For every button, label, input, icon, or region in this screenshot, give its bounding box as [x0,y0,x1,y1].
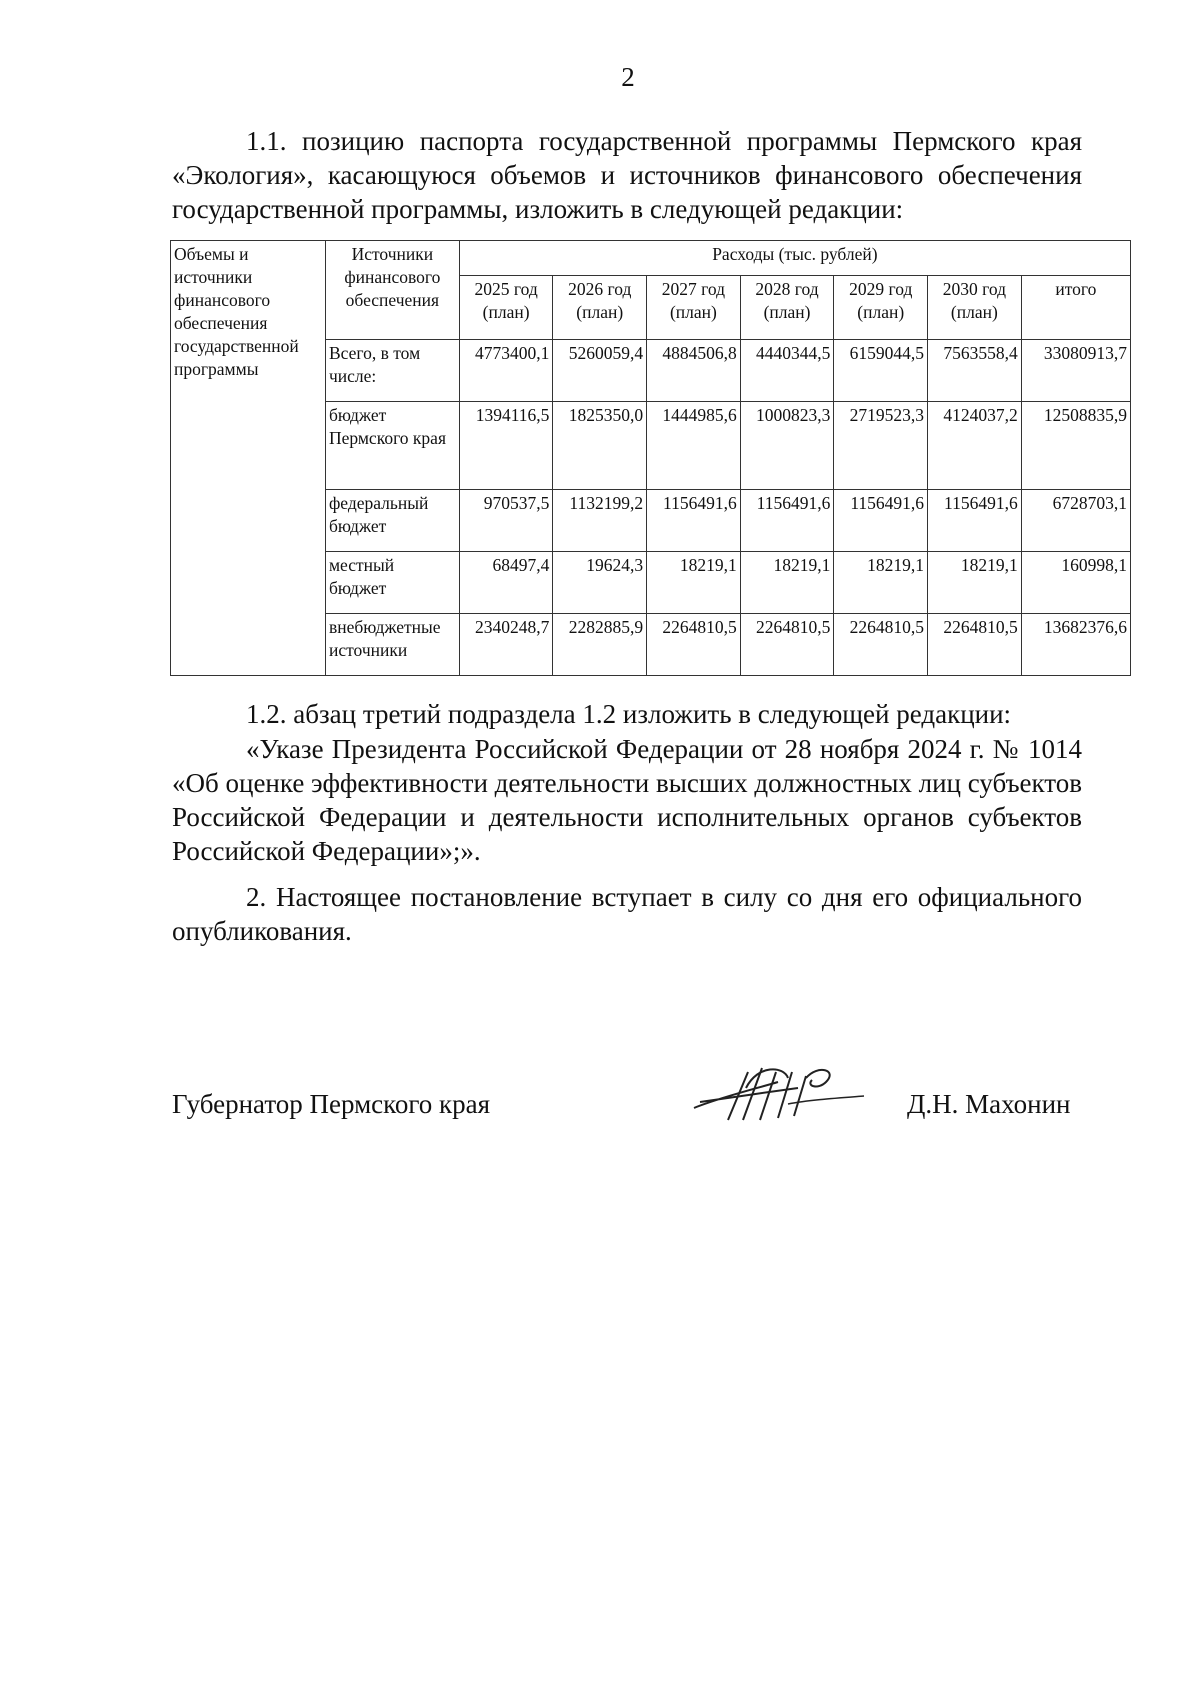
value-cell: 2264810,5 [647,614,741,676]
paragraph-1-2-quote [172,732,1082,868]
value-cell: 33080913,7 [1021,340,1130,402]
value-cell: 1132199,2 [553,490,647,552]
value-cell: 4773400,1 [459,340,553,402]
value-cell: 18219,1 [928,552,1022,614]
value-cell: 2264810,5 [834,614,928,676]
page-number: 2 [621,62,635,92]
value-cell: 970537,5 [459,490,553,552]
year-header: 2030 год (план) [928,276,1022,340]
year-header: 2029 год (план) [834,276,928,340]
value-cell: 5260059,4 [553,340,647,402]
signature-image [688,1058,868,1128]
value-cell: 1156491,6 [740,490,834,552]
value-cell: 19624,3 [553,552,647,614]
total-header: итого [1021,276,1130,340]
paragraph-1-2 [172,697,1082,731]
value-cell: 4884506,8 [647,340,741,402]
value-cell: 160998,1 [1021,552,1130,614]
value-cell: 7563558,4 [928,340,1022,402]
value-cell: 1156491,6 [647,490,741,552]
source-cell: внебюджетные источники [325,614,459,676]
value-cell: 2719523,3 [834,402,928,490]
value-cell: 2264810,5 [928,614,1022,676]
paragraph-1-1 [172,124,1082,226]
year-header: 2025 год (план) [459,276,553,340]
value-cell: 1444985,6 [647,402,741,490]
signatory-title: Губернатор Пермского края [172,1089,491,1119]
value-cell: 18219,1 [834,552,928,614]
value-cell: 4124037,2 [928,402,1022,490]
signatory-name: Д.Н. Махонин [907,1089,1071,1119]
paragraph-2-text: 2. Настоящее постановление вступает в силу со дня его официального опубликования. [172,882,1082,946]
value-cell: 18219,1 [740,552,834,614]
value-cell: 68497,4 [459,552,553,614]
financing-table [170,240,1131,676]
value-cell: 1394116,5 [459,402,553,490]
value-cell: 1000823,3 [740,402,834,490]
value-cell: 6159044,5 [834,340,928,402]
value-cell: 4440344,5 [740,340,834,402]
value-cell: 13682376,6 [1021,614,1130,676]
value-cell: 12508835,9 [1021,402,1130,490]
value-cell: 18219,1 [647,552,741,614]
table-row-label: Объемы и источники финансового обеспечения государственной программы [171,241,326,676]
source-cell: федеральный бюджет [325,490,459,552]
source-cell: бюджет Пермского края [325,402,459,490]
sources-header: Источники финансового обеспечения [325,241,459,340]
source-cell: местный бюджет [325,552,459,614]
value-cell: 2264810,5 [740,614,834,676]
value-cell: 1825350,0 [553,402,647,490]
source-cell: Всего, в том числе: [325,340,459,402]
paragraph-1-2-text: 1.2. абзац третий подраздела 1.2 изложить в следующей редакции: [246,699,1012,729]
year-header: 2028 год (план) [740,276,834,340]
value-cell: 1156491,6 [928,490,1022,552]
value-cell: 2282885,9 [553,614,647,676]
year-header: 2026 год (план) [553,276,647,340]
year-header: 2027 год (план) [647,276,741,340]
value-cell: 2340248,7 [459,614,553,676]
paragraph-2 [172,880,1082,948]
value-cell: 1156491,6 [834,490,928,552]
paragraph-1-2-quote-text: «Указе Президента Российской Федерации от 28 ноября 2024 г. № 1014 «Об оценке эффективности деятельности высших должностных лиц субъектов Российской Федерации и деятельности исполнительных органов субъектов Российской Федерации»;». [172,734,1082,866]
value-cell: 6728703,1 [1021,490,1130,552]
expenses-header: Расходы (тыс. рублей) [459,241,1130,276]
paragraph-1-1-text: 1.1. позицию паспорта государственной программы Пермского края «Экология», касающуюся объемов и источников финансового обеспечения государственной программы, изложить в следующей редакции: [172,126,1082,224]
